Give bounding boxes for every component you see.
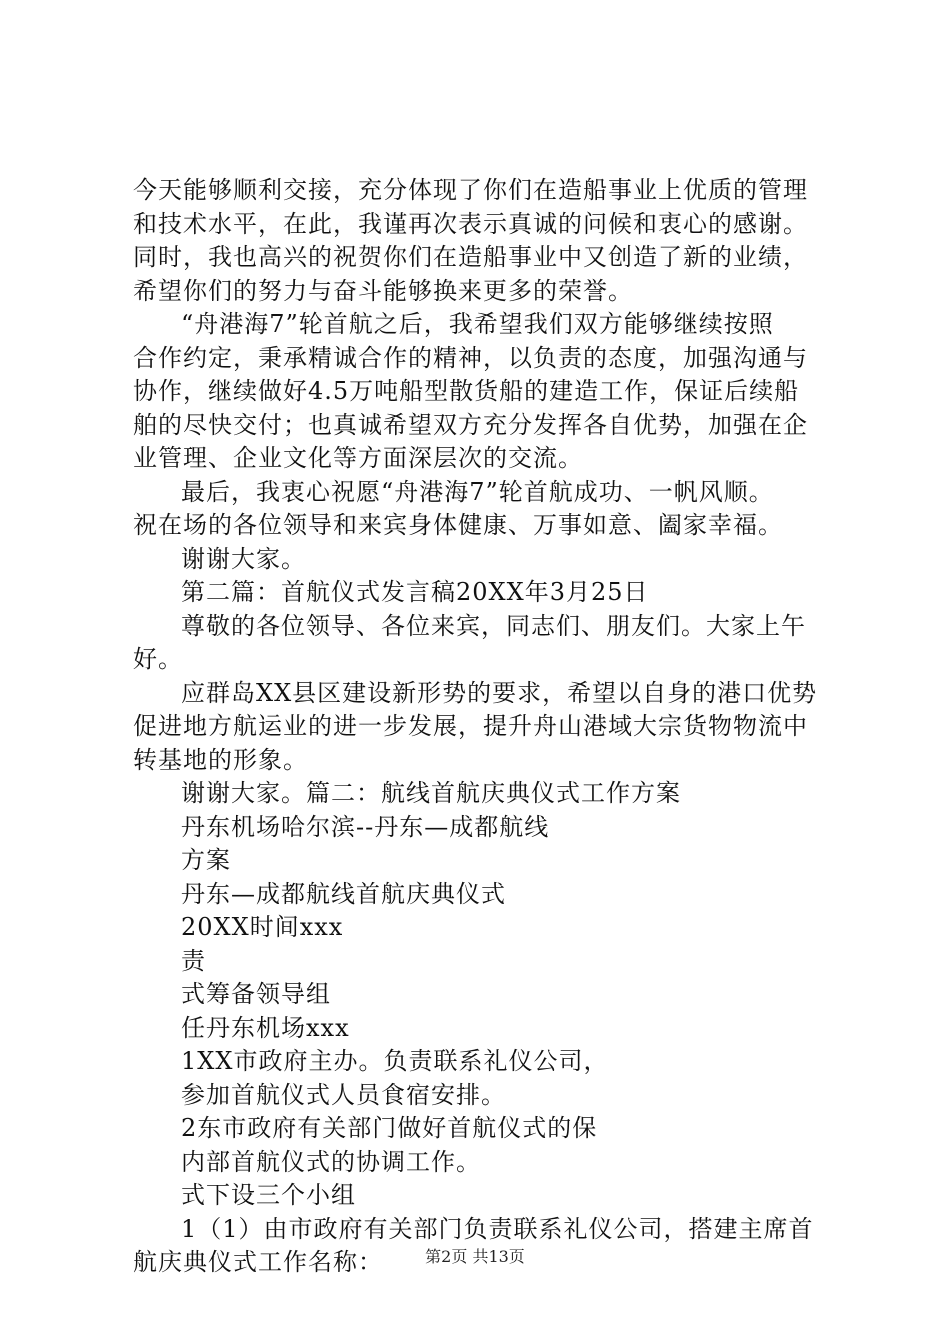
paragraph-line: 协作，继续做好4.5万吨船型散货船的建造工作，保证后续船	[133, 377, 800, 405]
paragraph-line: 20XX时间xxx	[181, 913, 344, 941]
paragraph-line: 方案	[181, 846, 231, 874]
paragraph-line: 任丹东机场xxx	[181, 1013, 350, 1042]
paragraph-line: 谢谢大家。	[181, 544, 306, 573]
paragraph-line: 1XX市政府主办。负责联系礼仪公司，	[181, 1047, 609, 1075]
paragraph-line: 应群岛XX县区建设新形势的要求，希望以自身的港口优势	[181, 678, 818, 707]
paragraph-line: 式筹备领导组	[181, 980, 331, 1008]
paragraph-line: 同时，我也高兴的祝贺你们在造船事业中又创造了新的业绩，	[133, 243, 808, 271]
paragraph-line: 舶的尽快交付；也真诚希望双方充分发挥各自优势，加强在企	[133, 410, 808, 439]
paragraph-line: 内部首航仪式的协调工作。	[181, 1147, 481, 1176]
page-number-footer: 第2页 共13页	[425, 1247, 525, 1266]
paragraph-line: 最后，我衷心祝愿“舟港海7”轮首航成功、一帆风顺。	[181, 477, 774, 506]
paragraph-line: 参加首航仪式人员食宿安排。	[181, 1080, 506, 1109]
paragraph-line: 促进地方航运业的进一步发展，提升舟山港域大宗货物物流中	[133, 712, 808, 740]
paragraph-line: 合作约定，秉承精诚合作的精神，以负责的态度，加强沟通与	[133, 343, 808, 372]
paragraph-line: 业管理、企业文化等方面深层次的交流。	[133, 444, 583, 472]
paragraph-line: 丹东—成都航线首航庆典仪式	[181, 879, 506, 908]
paragraph-line: 式下设三个小组	[181, 1181, 356, 1209]
paragraph-line: “舟港海7”轮首航之后，我希望我们双方能够继续按照	[181, 310, 774, 338]
paragraph-line: 今天能够顺利交接，充分体现了你们在造船事业上优质的管理	[133, 176, 808, 204]
paragraph-line: 祝在场的各位领导和来宾身体健康、万事如意、阖家幸福。	[133, 511, 783, 539]
paragraph-line: 航庆典仪式工作名称：	[133, 1248, 383, 1276]
paragraph-line: 希望你们的努力与奋斗能够换来更多的荣誉。	[133, 276, 633, 305]
paragraph-line: 丹东机场哈尔滨--丹东—成都航线	[181, 812, 550, 841]
paragraph-line: 谢谢大家。篇二：航线首航庆典仪式工作方案	[181, 779, 681, 807]
paragraph-line: 责	[181, 946, 206, 975]
paragraph-line: 2东市政府有关部门做好首航仪式的保	[181, 1114, 598, 1142]
paragraph-line: 和技术水平，在此，我谨再次表示真诚的问候和衷心的感谢。	[133, 209, 808, 238]
paragraph-line: 转基地的形象。	[133, 745, 308, 774]
paragraph-line: 1（1）由市政府有关部门负责联系礼仪公司，搭建主席首	[181, 1214, 814, 1243]
document-body	[133, 174, 833, 1280]
paragraph-line: 尊敬的各位领导、各位来宾，同志们、朋友们。大家上午	[181, 611, 806, 640]
paragraph-line: 好。	[133, 645, 183, 673]
section-heading: 第二篇：首航仪式发言稿20XX年3月25日	[181, 578, 649, 606]
